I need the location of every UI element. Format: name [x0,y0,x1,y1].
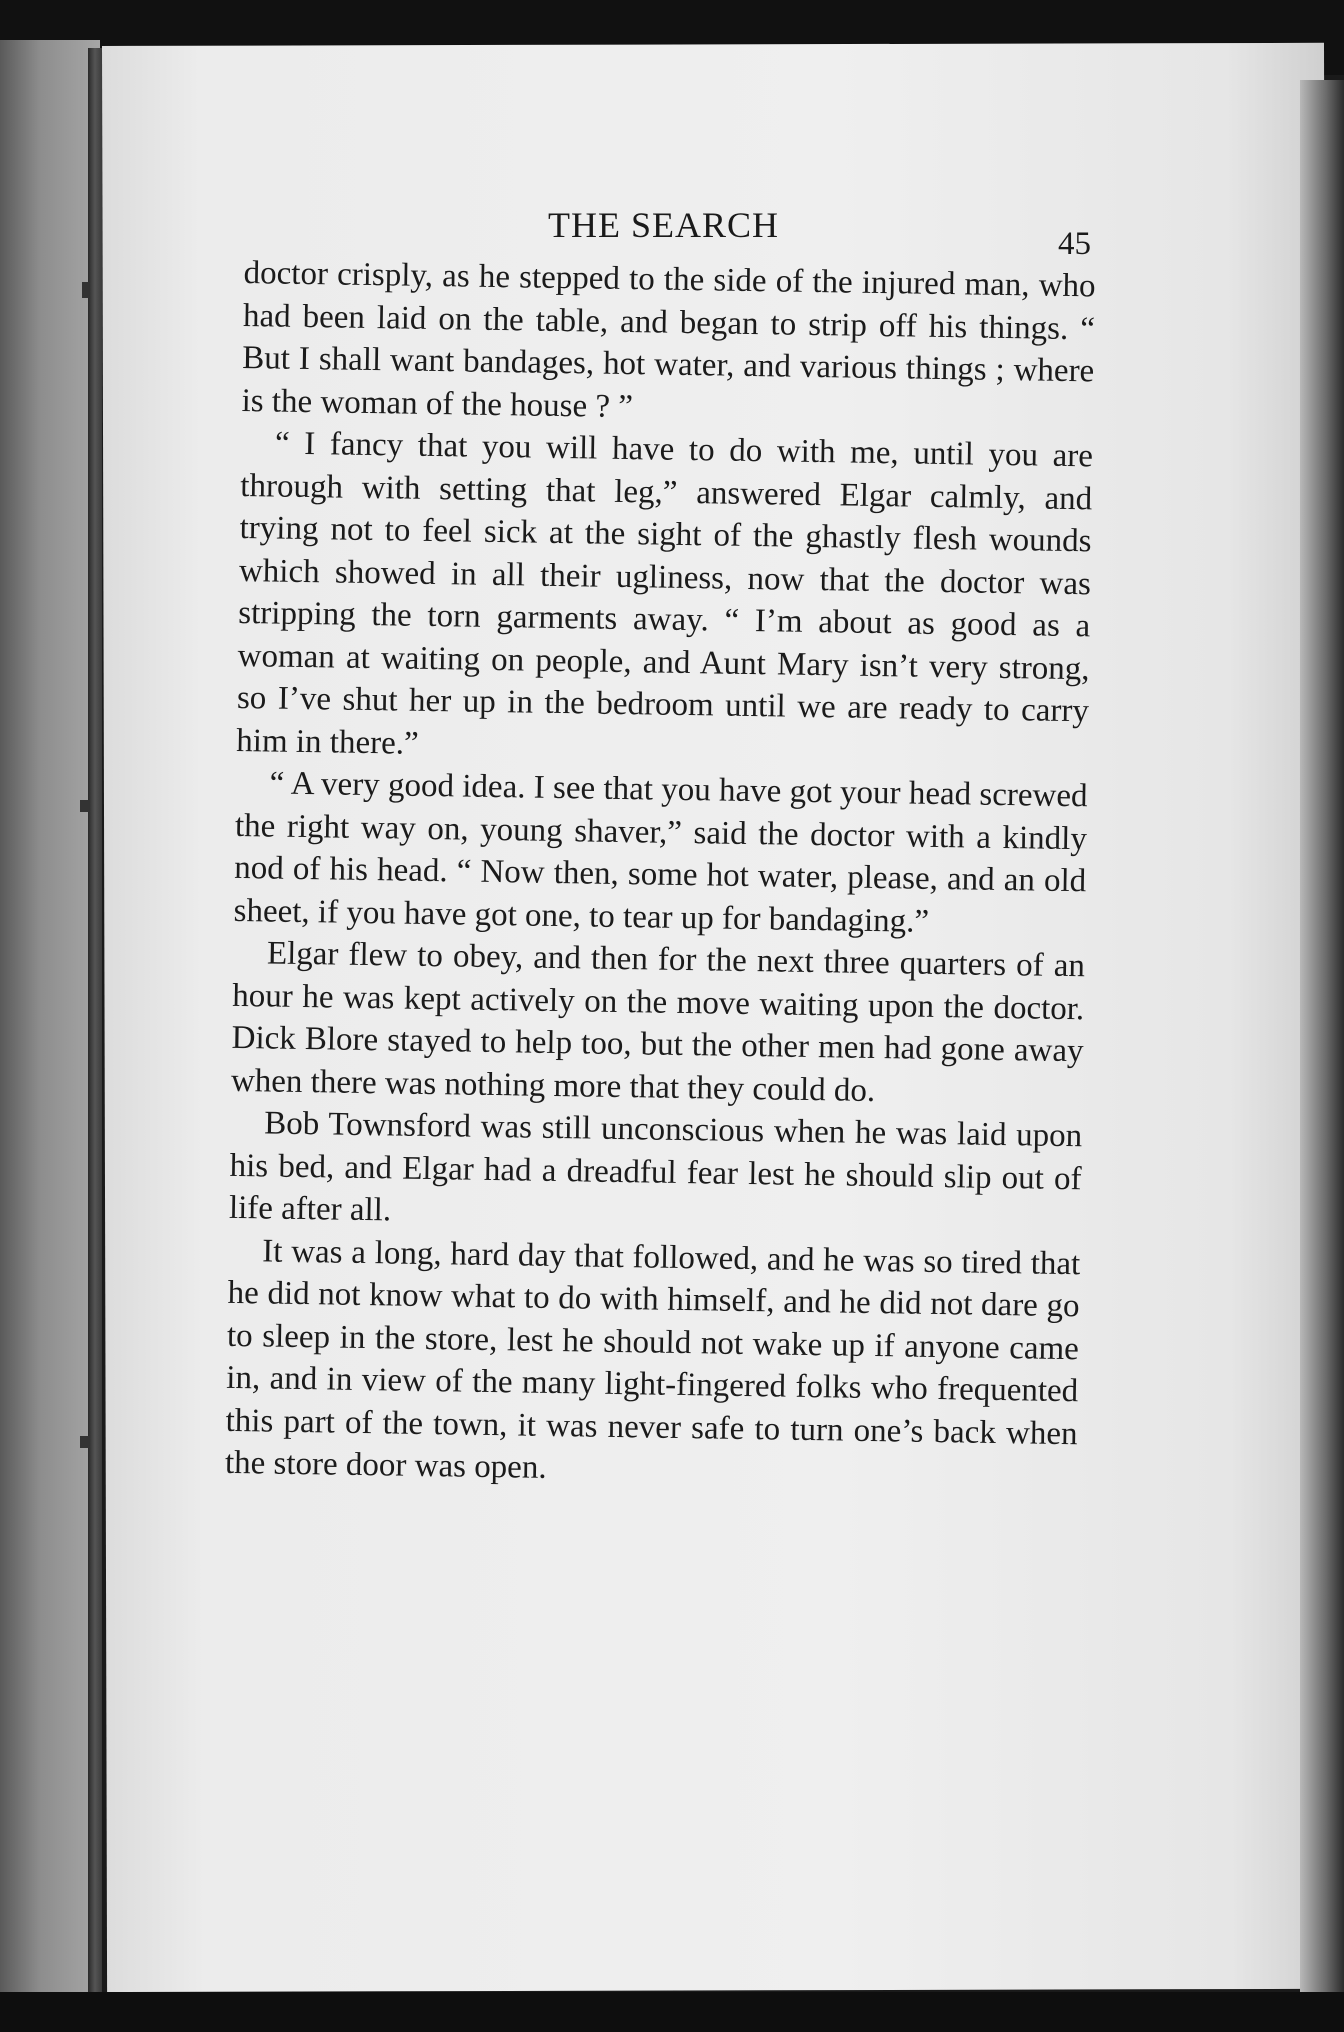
paragraph: It was a long, hard day that followed, and he was so tired that he did not know what to do with himself, and he did not dare go to sleep in the store, lest he should not wake up if anyone came in, and in view of the many light-fingered folks who frequented this part of the town, it was never safe to turn one’s back when the store door was open. [224,1232,1081,1486]
paragraph: Elgar flew to obey, and then for the next three quarters of an hour he was kept actively on the move waiting upon the doctor. Dick Blore stayed to help too, but the other men had gone away when there was nothing more that they could do. [230,935,1086,1109]
binding-mark [82,282,90,298]
binding-mark [80,1436,90,1448]
body-text [225,252,1096,1498]
paragraph: “ A very good idea. I see that you have got your head screwed the right way on, young shaver,” said the doctor with a kindly nod of his head. “ Now then, some hot water, please, and an old sheet, if you have got one, to tear up for bandaging.” [233,765,1088,940]
page-number: 45 [1058,226,1091,262]
bottom-scan-border [0,1992,1344,2032]
paragraph: doctor crisply, as he stepped to the side of the injured man, who had been laid on the table, and began to strip off his things. “ But I shall want bandages, hot water, and various things ; where is the woman of the house ? ” [241,254,1096,425]
running-head: THE SEARCH [548,205,780,245]
paragraph: “ I fancy that you will have to do with me, until you are through with setting that leg,” answered Elgar calmly, and trying not to feel sick at the sight of the ghastly flesh wounds which showed in all their ugliness, now that the doctor was stripping the torn garments away. “ I’m about as good as a woman at waiting on people, and Aunt Mary isn’t very strong, so I’ve shut her up in the bedroom until we are ready to carry him in there.” [236,425,1094,762]
binding-mark [80,800,90,812]
book-binding [88,48,102,1996]
page-fore-edge [1300,80,1344,2000]
facing-page-edge [0,40,100,2000]
paragraph: Bob Townsford was still unconscious when he was laid upon his bed, and Elgar had a dreadful fear lest he should slip out of life after all. [228,1105,1083,1229]
